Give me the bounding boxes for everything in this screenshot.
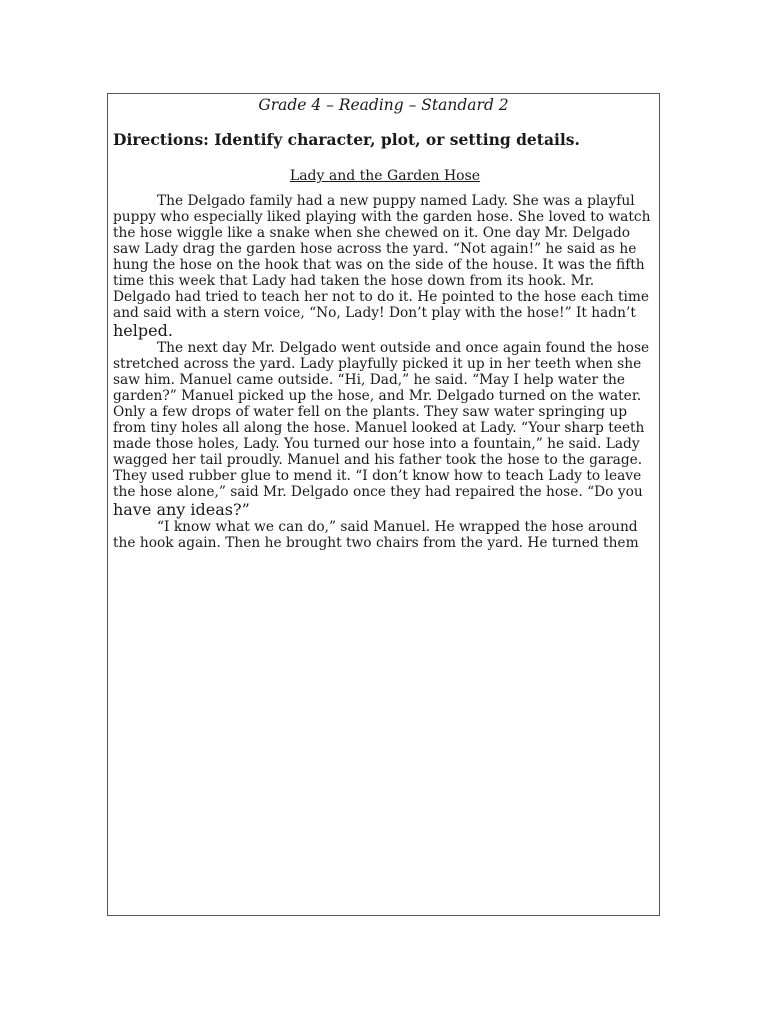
passage-line: saw him. Manuel came outside. “Hi, Dad,” he said. “May I help water the — [113, 372, 625, 388]
passage-line: have any ideas?” — [113, 500, 250, 519]
passage-line: hung the hose on the hook that was on the side of the house. It was the fifth — [113, 257, 645, 273]
passage-line: garden?” Manuel picked up the hose, and Mr. Delgado turned on the water. — [113, 388, 642, 404]
paragraph-1 — [113, 193, 657, 340]
passage-line: Delgado had tried to teach her not to do it. He pointed to the hose each time — [113, 289, 650, 305]
passage-line: “I know what we can do,” said Manuel. He wrapped the hose around — [157, 519, 638, 535]
passage-line: the hose alone,” said Mr. Delgado once they had repaired the hose. “Do you — [113, 484, 643, 500]
grade-standard-title: Grade 4 – Reading – Standard 2 — [258, 96, 509, 114]
passage-line: and said with a stern voice, “No, Lady! Don’t play with the hose!” It hadn’t — [113, 305, 636, 321]
passage-line: The Delgado family had a new puppy named Lady. She was a playful — [157, 193, 635, 209]
passage-line: stretched across the yard. Lady playfully picked it up in her teeth when she — [113, 356, 642, 372]
directions-text: Directions: Identify character, plot, or setting details. — [113, 130, 580, 149]
passage-line: time this week that Lady had taken the hose down from its hook. Mr. — [113, 273, 595, 289]
reading-passage — [113, 160, 657, 551]
passage-line: saw Lady drag the garden hose across the yard. “Not again!” he said as he — [113, 241, 637, 257]
passage-line: puppy who especially liked playing with the garden hose. She loved to watch — [113, 209, 651, 225]
passage-line: made those holes, Lady. You turned our hose into a fountain,” he said. Lady — [113, 436, 640, 452]
passage-line: from tiny holes all along the hose. Manuel looked at Lady. “Your sharp teeth — [113, 420, 645, 436]
passage-line: helped. — [113, 321, 173, 340]
story-title: Lady and the Garden Hose — [289, 168, 481, 184]
passage-line: The next day Mr. Delgado went outside and once again found the hose — [157, 340, 650, 356]
paragraph-2 — [113, 340, 657, 519]
paragraph-3 — [113, 519, 657, 551]
worksheet-header — [108, 94, 659, 150]
passage-line: wagged her tail proudly. Manuel and his father took the hose to the garage. — [113, 452, 643, 468]
passage-line: They used rubber glue to mend it. “I don’t know how to teach Lady to leave — [113, 468, 642, 484]
passage-line: the hook again. Then he brought two chairs from the yard. He turned them — [113, 535, 639, 551]
passage-line: Only a few drops of water fell on the plants. They saw water springing up — [113, 404, 627, 420]
passage-line: the hose wiggle like a snake when she chewed on it. One day Mr. Delgado — [113, 225, 631, 241]
document-page — [107, 93, 660, 916]
